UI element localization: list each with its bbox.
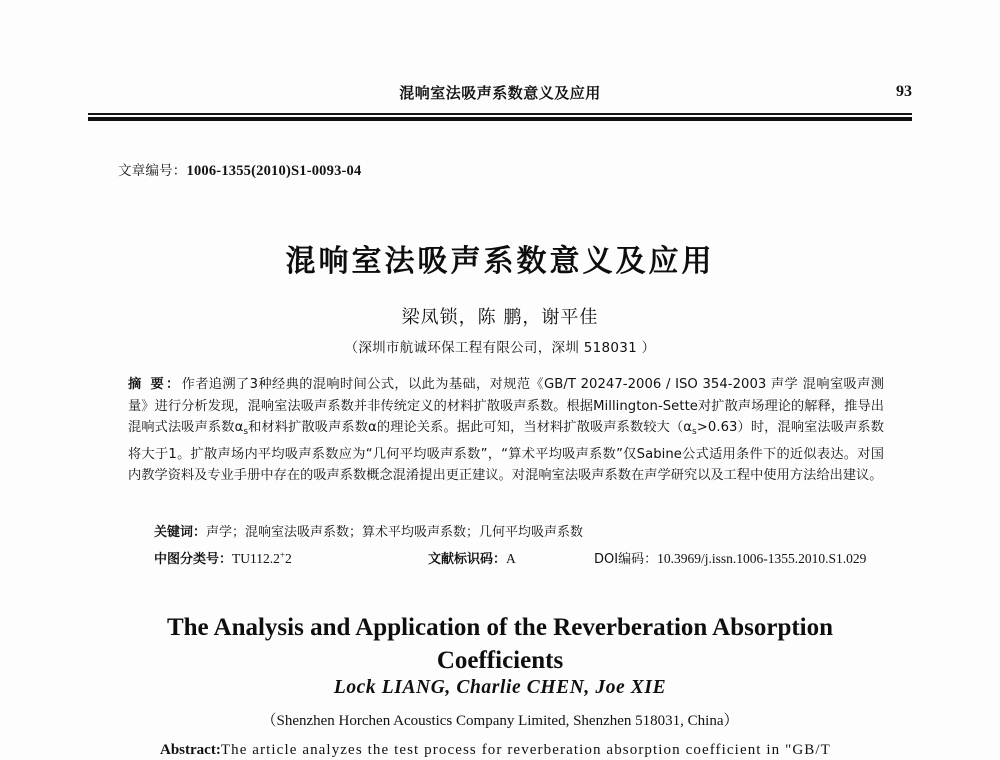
authors-en: Lock LIANG, Charlie CHEN, Joe XIE — [333, 677, 667, 698]
document-code-label: 文献标识码： — [428, 552, 507, 567]
abstract-cn-subscript-2: s — [692, 427, 697, 438]
clc-number-superscript: + — [279, 550, 285, 560]
abstract-cn-subscript-1: s — [243, 427, 249, 438]
running-header — [88, 82, 912, 108]
doi — [594, 548, 866, 567]
affiliation-en: （Shenzhen Horchen Acoustics Company Limited, Shenzhen 518031, China） — [261, 713, 739, 729]
abstract-cn-body-1: 作者追溯了3种经典的混响时间公式，以此为基础，对规范《GB/T 20247-2006 / ISO 354-2003 声学 混响室吸声测量》进行分析发现，混响室法吸声系数并非传统定义的材料扩散吸声系数。根据Millington-Sette对扩散声场理论的解释，推导出混响式法吸声系数α — [128, 377, 884, 436]
abstract-cn-body-2: 和材料扩散吸声系数α的理论关系。据此可知，当材料扩散吸声系数较大（α — [248, 420, 693, 436]
abstract-cn-body-3: >0.63）时，混响室法吸声系数将大于1。扩散声场内平均吸声系数应为“几何平均吸声系数”，“算术平均吸声系数”仅Sabine公式适用条件下的近似表达。对国内教学资料及专业手册中存在的吸声系数概念混淆提出更正建议。对混响室法吸声系数在声学研究以及工程中使用方法给出建议。 — [128, 420, 884, 484]
doi-value: 10.3969/j.issn.1006-1355.2010.S1.029 — [657, 551, 867, 566]
classification-line — [128, 548, 888, 570]
article-number-value: 1006-1355(2010)S1-0093-04 — [186, 163, 362, 179]
abstract-en-lead: Abstract: — [160, 742, 221, 758]
keywords-cn-label: 关键词： — [154, 525, 207, 540]
header-divider-thick-line — [88, 117, 912, 121]
affiliation-cn: （深圳市航诚环保工程有限公司，深圳 518031 ） — [344, 340, 656, 356]
abstract-en-body: The article analyzes the test process for reverberation absorption coefficient in "GB/T — [220, 742, 831, 758]
abstract-cn-lead: 摘 要： — [128, 377, 182, 392]
article-number — [118, 159, 361, 180]
page-number: 93 — [896, 83, 912, 100]
authors-cn: 梁凤锁，陈 鹏，谢平佳 — [401, 307, 599, 328]
clc-number-value: TU112.2 — [232, 551, 280, 566]
page-title-en: The Analysis and Application of the Reverberation Absorption Coefficients — [166, 613, 834, 674]
document-code — [428, 548, 516, 567]
abstract-cn — [128, 374, 884, 487]
doi-label: DOI编码： — [594, 552, 658, 567]
header-divider — [88, 113, 912, 121]
keywords-cn-value: 声学；混响室法吸声系数；算术平均吸声系数；几何平均吸声系数 — [206, 525, 584, 540]
clc-number — [154, 548, 292, 567]
article-number-label: 文章编号： — [118, 163, 187, 179]
document-code-value: A — [506, 551, 516, 566]
running-header-title: 混响室法吸声系数意义及应用 — [399, 84, 601, 102]
keywords-cn — [128, 521, 884, 540]
clc-number-label: 中图分类号： — [154, 552, 233, 567]
clc-number-tail: 2 — [284, 551, 292, 566]
page-title-cn: 混响室法吸声系数意义及应用 — [285, 244, 715, 280]
abstract-en — [160, 740, 890, 760]
